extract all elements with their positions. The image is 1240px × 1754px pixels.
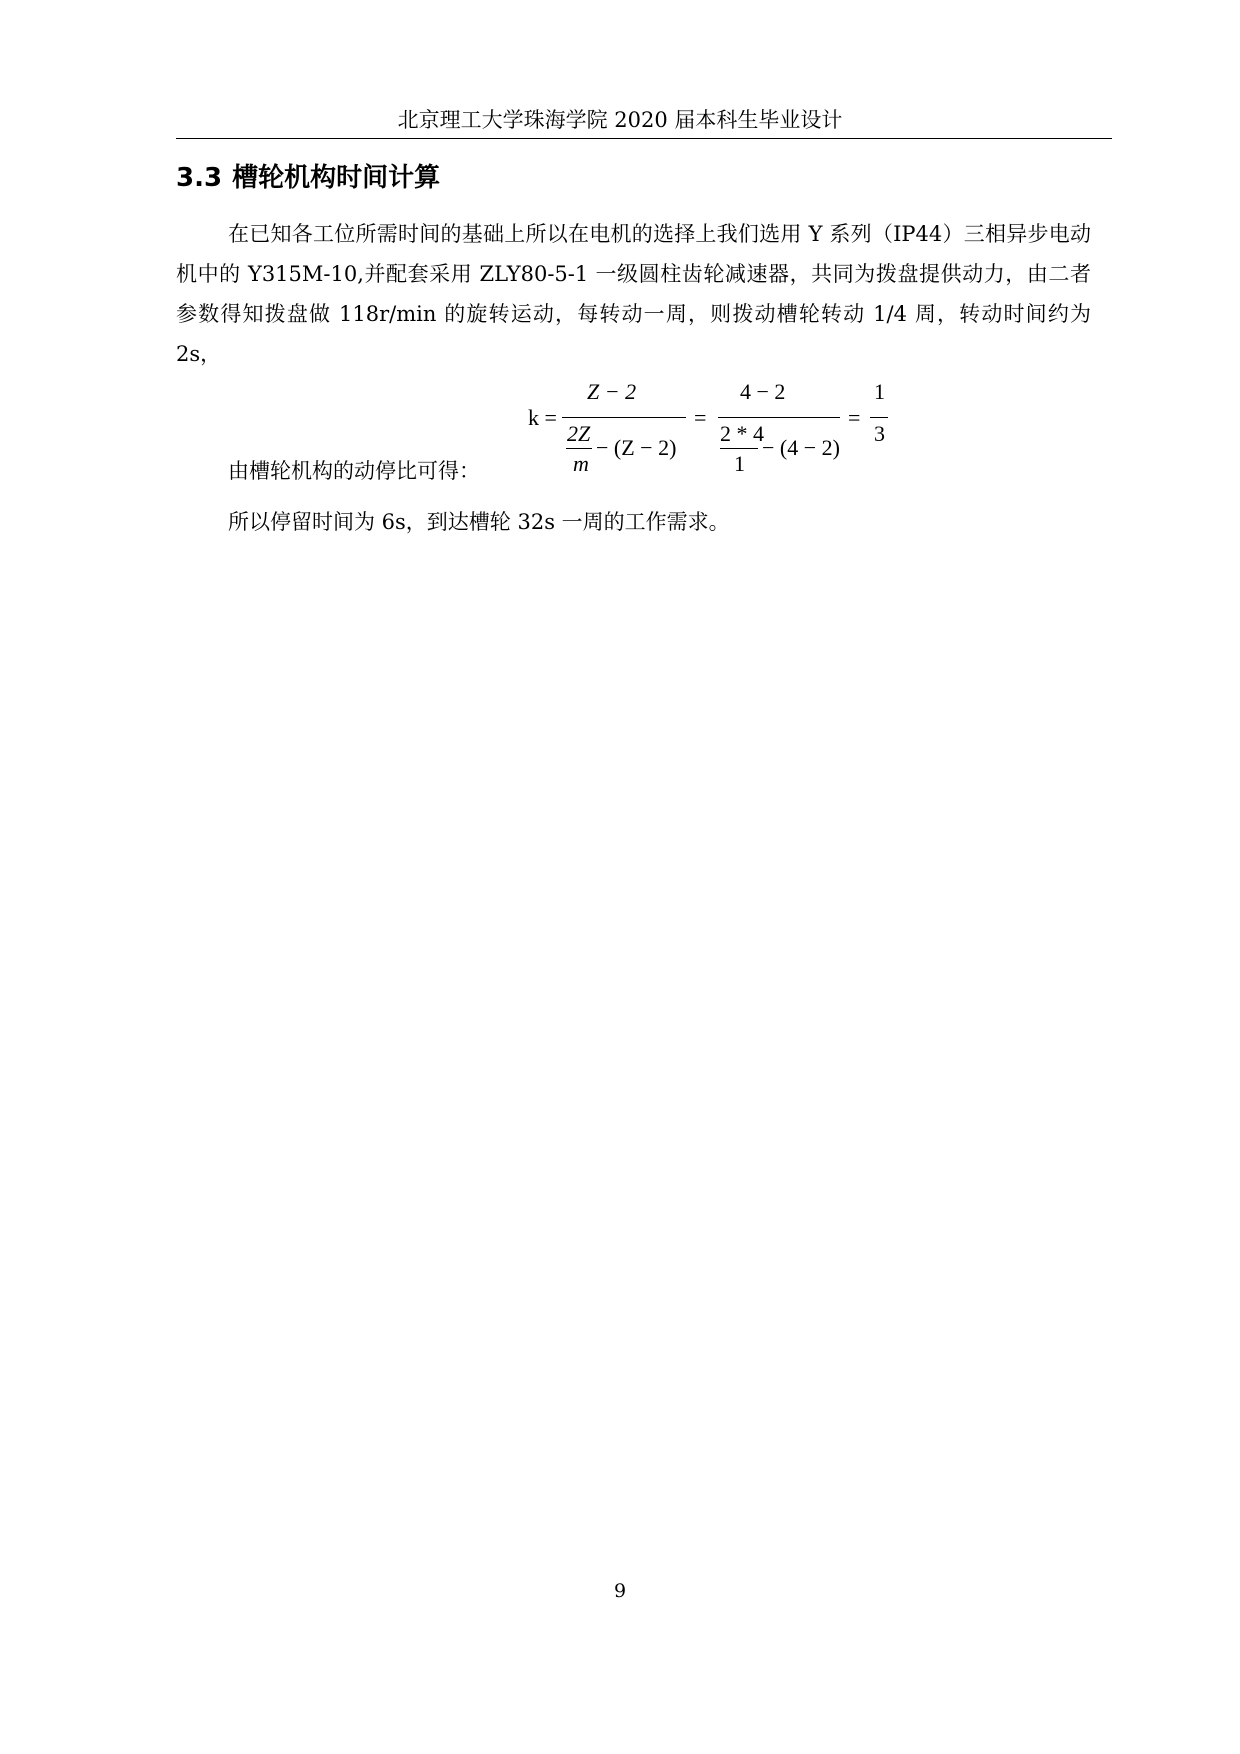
header-title: 北京理工大学珠海学院 2020 届本科生毕业设计 xyxy=(397,108,843,132)
formula-dwell-ratio xyxy=(524,379,904,492)
conclusion-text: 所以停留时间为 6s，到达槽轮 32s 一周的工作需求。 xyxy=(228,510,730,534)
fraction-bar-2-inner xyxy=(720,448,758,449)
formula-lhs: k = xyxy=(528,405,557,430)
formula-denominator-1-numerator: 2Z xyxy=(567,421,591,446)
formula-denominator-2-denominator: 1 xyxy=(734,451,745,476)
formula-denominator-2-numerator: 2 * 4 xyxy=(720,421,764,446)
formula-denominator-3: 3 xyxy=(874,421,885,446)
body-paragraph: 在已知各工位所需时间的基础上所以在电机的选择上我们选用 Y 系列（IP44）三相异步电动机中的 Y315M-10,并配套采用 ZLY80-5-1 一级圆柱齿轮减速器，共同为拨盘提供动力，由二者参数得知拨盘做 118r/min 的旋转运动，每转动一周，则拨动槽轮转动 1/4 周，转动时间约为 2s， xyxy=(176,222,1091,366)
section-number: 3.3 xyxy=(176,163,223,193)
section-heading xyxy=(176,160,440,196)
formula-equals-1: = xyxy=(694,405,707,430)
formula-denominator-1-tail: − (Z − 2) xyxy=(596,435,677,460)
formula-denominator-1-denominator: m xyxy=(573,451,589,476)
formula-label: 由槽轮机构的动停比可得： xyxy=(228,459,480,483)
formula-numerator-2: 4 − 2 xyxy=(740,379,786,404)
formula-denominator-2-tail: − (4 − 2) xyxy=(762,435,840,460)
formula-numerator-3: 1 xyxy=(874,379,885,404)
fraction-bar-3 xyxy=(870,417,888,418)
section-title: 槽轮机构时间计算 xyxy=(232,163,441,193)
formula-equals-2: = xyxy=(848,405,861,430)
fraction-bar-1 xyxy=(562,417,686,418)
header-rule xyxy=(176,138,1112,139)
fraction-bar-2 xyxy=(718,417,840,418)
formula-numerator-1: Z − 2 xyxy=(587,379,637,404)
fraction-bar-1-inner xyxy=(566,448,592,449)
page-number: 9 xyxy=(613,1580,627,1602)
